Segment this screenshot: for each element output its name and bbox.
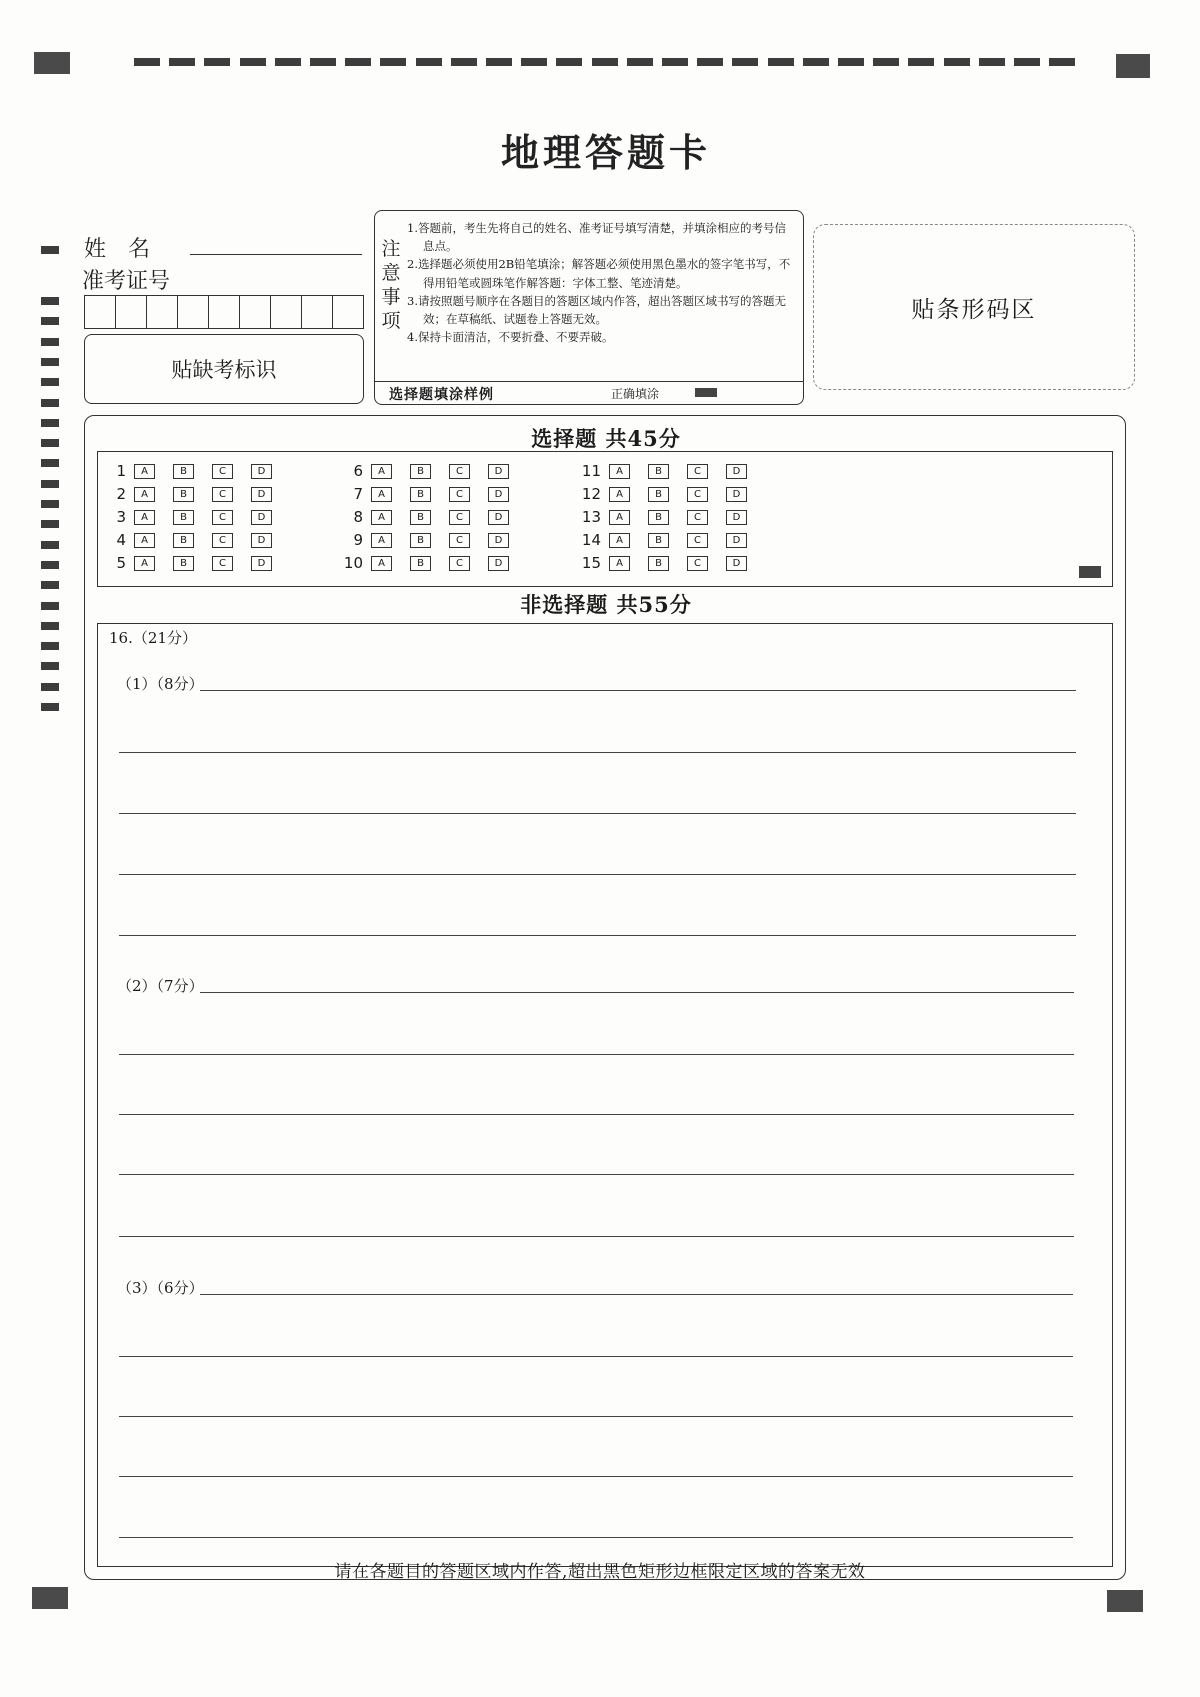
option-bubble-a[interactable]: A [134,487,155,502]
timing-mark [41,683,59,691]
answer-line[interactable] [119,752,1076,753]
timing-mark [908,58,934,66]
timing-mark [662,58,688,66]
timing-mark [41,459,59,467]
answer-line[interactable] [119,1416,1073,1417]
timing-mark [556,58,582,66]
option-bubble-b[interactable]: B [648,487,669,502]
mc-question [104,462,290,480]
id-digit-cell[interactable] [116,296,147,328]
sub-question-label: （3）（6分） [117,1279,204,1297]
answer-line[interactable] [119,874,1076,875]
option-bubble-c[interactable]: C [212,556,233,571]
timing-mark [41,246,59,254]
option-bubble-a[interactable]: A [134,510,155,525]
option-bubble-d[interactable]: D [251,510,272,525]
option-bubble-d[interactable]: D [726,510,747,525]
notice-line: 2.选择题必须使用2B铅笔填涂；解答题必须使用黑色墨水的签字笔书写，不得用铅笔或圆珠笔作解答题：字体工整、笔迹清楚。 [407,257,791,290]
timing-mark [41,622,59,630]
notice-line: 3.请按照题号顺序在各题目的答题区域内作答，超出答题区域书写的答题无效；在草稿纸、试题卷上答题无效。 [407,293,786,327]
answer-line[interactable] [119,1114,1074,1115]
option-bubble-d[interactable]: D [726,533,747,548]
option-bubble-b[interactable]: B [410,464,431,479]
option-bubble-c[interactable]: C [449,487,470,502]
answer-line[interactable] [119,1476,1073,1477]
option-bubble-b[interactable]: B [173,487,194,502]
timing-mark [627,58,653,66]
timing-mark [838,58,864,66]
sub-question-label: （2）（7分） [117,977,204,995]
option-bubble-c[interactable]: C [449,510,470,525]
timing-mark [41,703,59,711]
answer-line[interactable] [200,992,1074,993]
question-number: 4 [116,531,126,549]
correct-fill-label: 正确填涂 [611,387,660,401]
id-digit-cell[interactable] [147,296,178,328]
correct-fill-mark [695,388,717,397]
option-bubble-c[interactable]: C [687,487,708,502]
option-bubble-b[interactable]: B [648,464,669,479]
option-bubble-c[interactable]: C [212,533,233,548]
option-bubble-a[interactable]: A [371,487,392,502]
timing-mark [134,58,160,66]
mc-question [579,485,765,503]
option-bubble-b[interactable]: B [410,510,431,525]
timing-mark [169,58,195,66]
mc-question [341,554,527,572]
option-bubble-d[interactable]: D [726,487,747,502]
notice-line: 1.答题前，考生先将自己的姓名、准考证号填写清楚，并填涂相应的考号信息点。 [407,221,786,254]
notice-heading-char: 意 [381,262,401,284]
question-number: 14 [581,531,601,549]
mc-question [104,485,290,503]
mc-question [104,508,290,526]
timing-mark [41,317,59,325]
name-label: 姓 名 [84,237,151,262]
question-number: 13 [581,508,601,526]
timing-mark [944,58,970,66]
option-bubble-a[interactable]: A [371,533,392,548]
timing-mark [486,58,512,66]
id-digit-cell[interactable] [271,296,302,328]
timing-mark [41,561,59,569]
question-number: 10 [343,554,363,572]
mc-question [341,508,527,526]
id-digit-cell[interactable] [302,296,333,328]
option-bubble-c[interactable]: C [687,533,708,548]
timing-mark [41,581,59,589]
timing-mark [41,480,59,488]
mc-section-title: 选择题 共45分 [531,426,681,451]
absent-mark-area [84,334,364,404]
option-bubble-a[interactable]: A [134,556,155,571]
option-bubble-d[interactable]: D [488,556,509,571]
timing-mark [380,58,406,66]
option-bubble-a[interactable]: A [609,510,630,525]
question-number: 5 [116,554,126,572]
option-bubble-d[interactable]: D [726,556,747,571]
answer-line[interactable] [200,1294,1073,1295]
option-bubble-b[interactable]: B [173,533,194,548]
timing-mark [732,58,758,66]
q16-answer-box [97,623,1113,1567]
timing-mark [41,520,59,528]
option-bubble-b[interactable]: B [410,556,431,571]
q16-label: 16.（21分） [109,629,197,647]
timing-mark [1049,58,1075,66]
answer-line[interactable] [119,935,1076,936]
notice-text [407,219,797,346]
absent-label: 贴缺考标识 [171,358,277,382]
footer-warning: 请在各题目的答题区域内作答,超出黑色矩形边框限定区域的答案无效 [334,1562,866,1582]
exam-id-label: 准考证号 [82,269,171,294]
option-bubble-a[interactable]: A [609,556,630,571]
name-field[interactable] [190,254,362,255]
option-bubble-c[interactable]: C [449,464,470,479]
notice-line: 4.保持卡面清洁，不要折叠、不要弄破。 [407,330,614,345]
mc-question [341,531,527,549]
option-bubble-b[interactable]: B [173,464,194,479]
exam-id-grid[interactable] [84,295,364,329]
fill-sample-row [375,381,803,404]
id-digit-cell[interactable] [178,296,209,328]
registration-mark-top-right [1116,54,1150,78]
option-bubble-c[interactable]: C [449,533,470,548]
timing-mark [310,58,336,66]
timing-mark [416,58,442,66]
timing-mark [41,642,59,650]
option-bubble-d[interactable]: D [488,464,509,479]
answer-line[interactable] [119,813,1076,814]
option-bubble-a[interactable]: A [371,510,392,525]
option-bubble-a[interactable]: A [609,533,630,548]
option-bubble-a[interactable]: A [134,464,155,479]
registration-mark-bottom-left [32,1587,68,1609]
question-number: 12 [581,485,601,503]
option-bubble-b[interactable]: B [410,533,431,548]
option-bubble-a[interactable]: A [609,487,630,502]
question-number: 8 [353,508,363,526]
answer-line[interactable] [119,1537,1073,1538]
option-bubble-b[interactable]: B [648,556,669,571]
timing-mark [1014,58,1040,66]
timing-mark [697,58,723,66]
nonmc-section-title: 非选择题 共55分 [520,592,692,617]
option-bubble-b[interactable]: B [648,510,669,525]
answer-line[interactable] [119,1174,1074,1175]
option-bubble-b[interactable]: B [173,510,194,525]
sub-question-label: （1）（8分） [117,675,204,693]
option-bubble-b[interactable]: B [410,487,431,502]
timing-mark [41,297,59,305]
mc-question [104,531,290,549]
option-bubble-c[interactable]: C [449,556,470,571]
timing-mark [41,399,59,407]
notice-heading-char: 事 [381,286,401,308]
question-number: 7 [353,485,363,503]
option-bubble-c[interactable]: C [212,487,233,502]
fill-sample-label: 选择题填涂样例 [389,387,494,403]
option-bubble-a[interactable]: A [134,533,155,548]
mc-question [579,508,765,526]
mc-question [579,554,765,572]
option-bubble-d[interactable]: D [251,556,272,571]
option-bubble-d[interactable]: D [251,464,272,479]
option-bubble-c[interactable]: C [212,464,233,479]
timing-mark [768,58,794,66]
answer-line[interactable] [119,1054,1074,1055]
question-number: 9 [353,531,363,549]
question-number: 6 [353,462,363,480]
question-number: 3 [116,508,126,526]
mc-question [579,462,765,480]
option-bubble-c[interactable]: C [687,464,708,479]
timing-mark [240,58,266,66]
timing-mark [41,500,59,508]
option-bubble-d[interactable]: D [726,464,747,479]
timing-mark [345,58,371,66]
id-digit-cell[interactable] [240,296,271,328]
option-bubble-b[interactable]: B [648,533,669,548]
timing-mark [979,58,1005,66]
option-bubble-a[interactable]: A [609,464,630,479]
timing-mark [41,338,59,346]
option-bubble-d[interactable]: D [488,510,509,525]
timing-mark [521,58,547,66]
answer-line[interactable] [200,690,1076,691]
timing-mark [41,662,59,670]
registration-mark-top-left [34,52,70,74]
notice-heading [377,237,405,333]
option-bubble-c[interactable]: C [687,510,708,525]
option-bubble-d[interactable]: D [251,487,272,502]
mc-question [341,485,527,503]
question-number: 11 [581,462,601,480]
timing-mark [803,58,829,66]
option-bubble-d[interactable]: D [488,487,509,502]
option-bubble-d[interactable]: D [488,533,509,548]
timing-mark [592,58,618,66]
mc-question [341,462,527,480]
mc-corner-mark [1079,566,1101,578]
timing-mark [41,358,59,366]
page-title: 地理答题卡 [500,130,711,175]
notice-heading-char: 项 [381,310,401,332]
notice-heading-char: 注 [381,238,401,260]
barcode-label: 贴条形码区 [911,296,1037,323]
timing-mark [873,58,899,66]
question-number: 1 [116,462,126,480]
option-bubble-a[interactable]: A [371,464,392,479]
answer-line[interactable] [119,1356,1073,1357]
timing-mark [451,58,477,66]
timing-mark [275,58,301,66]
option-bubble-c[interactable]: C [687,556,708,571]
id-digit-cell[interactable] [85,296,116,328]
question-number: 2 [116,485,126,503]
mc-question [104,554,290,572]
notice-box [374,210,804,405]
option-bubble-c[interactable]: C [212,510,233,525]
option-bubble-b[interactable]: B [173,556,194,571]
timing-mark [41,541,59,549]
registration-mark-bottom-right [1107,1590,1143,1612]
answer-line[interactable] [119,1236,1074,1237]
option-bubble-a[interactable]: A [371,556,392,571]
id-digit-cell[interactable] [333,296,363,328]
option-bubble-d[interactable]: D [251,533,272,548]
timing-mark [41,378,59,386]
question-number: 15 [581,554,601,572]
timing-mark [204,58,230,66]
barcode-area [813,224,1135,390]
id-digit-cell[interactable] [209,296,240,328]
mc-question [579,531,765,549]
